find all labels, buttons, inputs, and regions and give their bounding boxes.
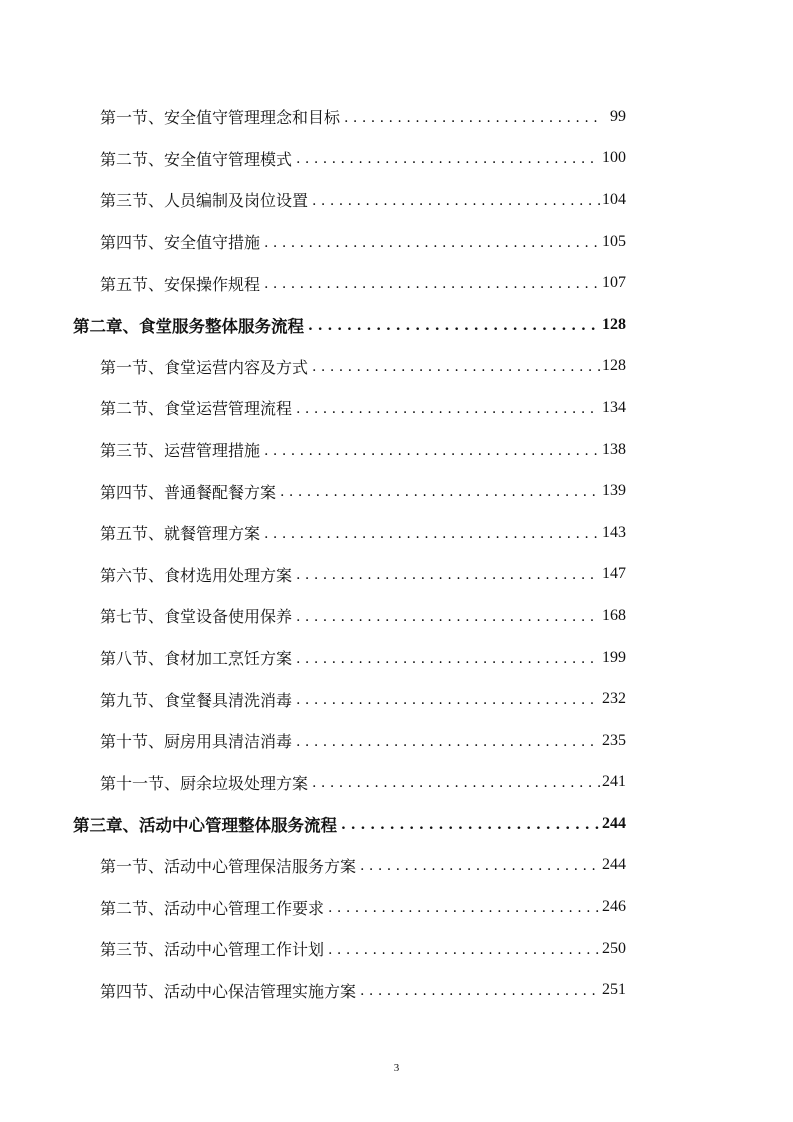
toc-entry-title: 第八节、食材加工烹饪方案 bbox=[100, 649, 293, 669]
toc-entry-title: 第一节、食堂运营内容及方式 bbox=[100, 357, 309, 377]
toc-section-entry[interactable] bbox=[100, 179, 626, 221]
toc-entry-page: 143 bbox=[602, 523, 626, 541]
toc-entry-title: 第五节、就餐管理方案 bbox=[100, 524, 261, 544]
toc-section-entry[interactable] bbox=[100, 886, 626, 928]
toc-section-entry[interactable] bbox=[100, 595, 626, 637]
toc-dot-leader bbox=[264, 235, 600, 251]
toc-dot-leader bbox=[296, 609, 600, 625]
toc-dot-leader bbox=[308, 318, 600, 334]
toc-entry-page: 100 bbox=[602, 149, 626, 167]
toc-dot-leader bbox=[312, 775, 600, 791]
toc-entry-title: 第二节、安全值守管理模式 bbox=[100, 149, 293, 169]
toc-dot-leader bbox=[328, 942, 600, 958]
toc-dot-leader bbox=[360, 983, 600, 999]
toc-section-entry[interactable] bbox=[100, 969, 626, 1011]
page-number: 3 bbox=[393, 1062, 400, 1074]
toc-entry-page: 147 bbox=[602, 565, 626, 583]
toc-entry-page: 107 bbox=[602, 274, 626, 292]
toc-section-entry[interactable] bbox=[100, 512, 626, 554]
toc-dot-leader bbox=[360, 858, 600, 874]
toc-chapter-entry[interactable] bbox=[73, 304, 626, 346]
toc-entry-page: 250 bbox=[602, 939, 626, 957]
toc-section-entry[interactable] bbox=[100, 96, 626, 138]
toc-entry-page: 99 bbox=[610, 107, 626, 125]
toc-dot-leader bbox=[296, 651, 600, 667]
toc-entry-title: 第七节、食堂设备使用保养 bbox=[100, 607, 293, 627]
toc-entry-page: 138 bbox=[602, 440, 626, 458]
toc-entry-title: 第九节、食堂餐具清洗消毒 bbox=[100, 690, 293, 710]
toc-dot-leader bbox=[264, 276, 600, 292]
toc-section-entry[interactable] bbox=[100, 554, 626, 596]
toc-entry-page: 251 bbox=[602, 981, 626, 999]
toc-section-entry[interactable] bbox=[100, 637, 626, 679]
toc-dot-leader bbox=[296, 401, 600, 417]
toc-dot-leader bbox=[328, 900, 600, 916]
toc-dot-leader bbox=[312, 193, 600, 209]
toc-entry-page: 246 bbox=[602, 898, 626, 916]
toc-dot-leader bbox=[341, 817, 600, 833]
toc-section-entry[interactable] bbox=[100, 720, 626, 762]
toc-entry-page: 139 bbox=[602, 482, 626, 500]
toc-chapter-entry[interactable] bbox=[73, 803, 626, 845]
table-of-contents bbox=[0, 96, 793, 1011]
toc-entry-title: 第一节、安全值守管理理念和目标 bbox=[100, 108, 341, 128]
toc-section-entry[interactable] bbox=[100, 429, 626, 471]
toc-entry-page: 168 bbox=[602, 606, 626, 624]
toc-dot-leader bbox=[296, 734, 600, 750]
toc-dot-leader bbox=[296, 692, 600, 708]
toc-entry-page: 105 bbox=[602, 232, 626, 250]
toc-section-entry[interactable] bbox=[100, 262, 626, 304]
toc-dot-leader bbox=[344, 110, 600, 126]
toc-dot-leader bbox=[296, 567, 600, 583]
toc-entry-page: 199 bbox=[602, 648, 626, 666]
toc-dot-leader bbox=[280, 484, 600, 500]
toc-dot-leader bbox=[296, 151, 600, 167]
toc-entry-title: 第四节、活动中心保洁管理实施方案 bbox=[100, 981, 357, 1001]
toc-entry-page: 128 bbox=[602, 315, 626, 333]
toc-entry-title: 第五节、安保操作规程 bbox=[100, 274, 261, 294]
toc-entry-title: 第六节、食材选用处理方案 bbox=[100, 565, 293, 585]
toc-entry-title: 第三节、运营管理措施 bbox=[100, 441, 261, 461]
toc-entry-title: 第十一节、厨余垃圾处理方案 bbox=[100, 773, 309, 793]
toc-entry-page: 244 bbox=[602, 814, 626, 832]
toc-entry-page: 104 bbox=[602, 190, 626, 208]
toc-entry-page: 235 bbox=[602, 731, 626, 749]
toc-entry-title: 第二节、食堂运营管理流程 bbox=[100, 399, 293, 419]
toc-section-entry[interactable] bbox=[100, 470, 626, 512]
toc-section-entry[interactable] bbox=[100, 387, 626, 429]
toc-section-entry[interactable] bbox=[100, 762, 626, 804]
toc-section-entry[interactable] bbox=[100, 678, 626, 720]
toc-entry-page: 244 bbox=[602, 856, 626, 874]
toc-entry-title: 第四节、安全值守措施 bbox=[100, 233, 261, 253]
toc-dot-leader bbox=[264, 526, 600, 542]
toc-entry-title: 第四节、普通餐配餐方案 bbox=[100, 482, 277, 502]
toc-section-entry[interactable] bbox=[100, 138, 626, 180]
toc-dot-leader bbox=[312, 359, 600, 375]
toc-section-entry[interactable] bbox=[100, 346, 626, 388]
toc-entry-title: 第二章、食堂服务整体服务流程 bbox=[73, 316, 304, 336]
toc-entry-title: 第二节、活动中心管理工作要求 bbox=[100, 898, 325, 918]
toc-section-entry[interactable] bbox=[100, 845, 626, 887]
toc-entry-title: 第十节、厨房用具清洁消毒 bbox=[100, 732, 293, 752]
toc-entry-title: 第三节、人员编制及岗位设置 bbox=[100, 191, 309, 211]
toc-entry-title: 第一节、活动中心管理保洁服务方案 bbox=[100, 856, 357, 876]
toc-entry-title: 第三节、活动中心管理工作计划 bbox=[100, 940, 325, 960]
toc-entry-title: 第三章、活动中心管理整体服务流程 bbox=[73, 815, 337, 835]
toc-entry-page: 128 bbox=[602, 357, 626, 375]
toc-entry-page: 232 bbox=[602, 690, 626, 708]
toc-entry-page: 241 bbox=[602, 773, 626, 791]
toc-dot-leader bbox=[264, 443, 600, 459]
toc-entry-page: 134 bbox=[602, 398, 626, 416]
toc-section-entry[interactable] bbox=[100, 221, 626, 263]
toc-section-entry[interactable] bbox=[100, 928, 626, 970]
